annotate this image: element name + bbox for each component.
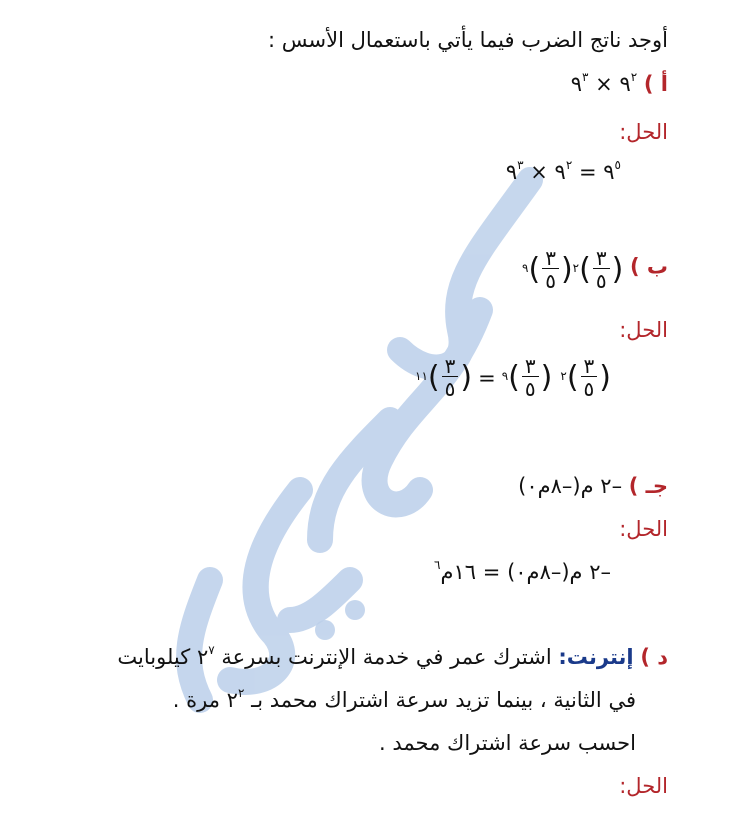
watermark-calligraphy — [150, 160, 570, 720]
part-d-solution-label: الحل: — [619, 774, 668, 798]
watermark — [150, 160, 570, 720]
part-c-solution-label: الحل: — [619, 517, 668, 541]
part-b-label: ب ) — [629, 254, 668, 279]
part-a-label: أ ) — [643, 72, 668, 96]
part-a-question-row — [571, 72, 668, 96]
part-d-line-3: احسب سرعة اشتراك محمد . — [379, 731, 636, 755]
part-a-solution-label: الحل: — [619, 120, 668, 144]
part-a-question: $٩^٢$ × $٩^٣$ — [570, 70, 638, 96]
part-b-answer: $^{١١}$ ( $\frac{٣}{٥}$ ) = $^٩$ ( $\frac{٣}{٥}$ ) $^٢$ ( $\frac{٣}{٥}$ ) — [415, 354, 611, 401]
part-c-answer: –٢ م(–٨م٠) = ١٦م$^٦$ — [434, 558, 611, 584]
part-c-question-row — [518, 474, 668, 498]
part-d-topic: إنترنت: — [558, 645, 634, 669]
part-c-label: جـ ) — [628, 474, 668, 498]
part-d-label: د ) — [640, 645, 668, 669]
part-b-question-row — [522, 248, 668, 291]
part-b-question: $^٩$ ( $\frac{٣}{٥}$ ) $^٢$ ( $\frac{٣}{٥}$ ) — [522, 246, 624, 293]
part-d-line-1: د ) إنترنت: اشترك عمر في خدمة الإنترنت بسرعة $٢^٧$ كيلوبايت — [117, 643, 668, 669]
instruction-text: أوجد ناتج الضرب فيما يأتي باستعمال الأسس : — [267, 28, 668, 52]
part-a-answer: $٩^٥$ = $٩^٢$ × $٩^٣$ — [505, 158, 621, 184]
part-c-question: –٢ م(–٨م٠) — [518, 474, 623, 498]
part-d-line-2: في الثانية ، بينما تزيد سرعة اشتراك محمد بـ $٢^٢$ مرة . — [172, 686, 636, 712]
part-b-solution-label: الحل: — [619, 318, 668, 342]
